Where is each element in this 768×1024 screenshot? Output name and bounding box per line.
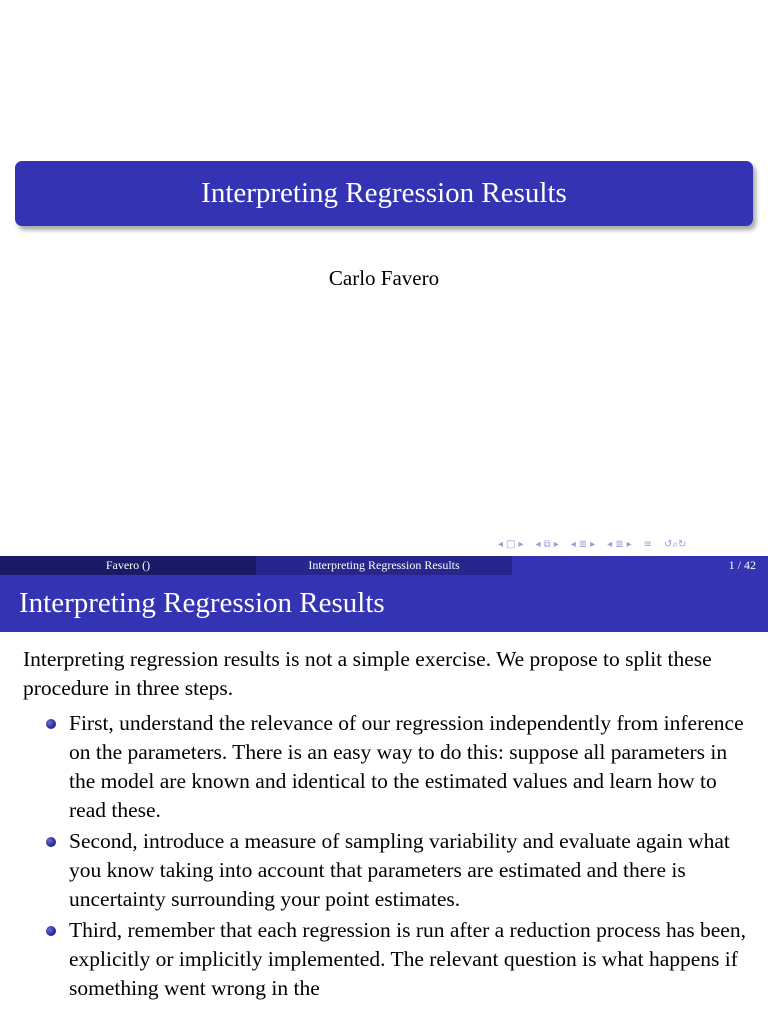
footer-bar: [0, 556, 768, 575]
bullet-list: [23, 709, 758, 1003]
align-icon[interactable]: ≡: [643, 538, 653, 550]
section-icon[interactable]: ≣: [615, 538, 624, 550]
intro-paragraph: Interpreting regression results is not a simple exercise. We propose to split these procedure in three steps.: [23, 647, 712, 700]
title-box: [15, 161, 753, 226]
next-arrow-icon[interactable]: ▸: [518, 538, 524, 550]
bullet-icon: [46, 837, 56, 847]
prev-arrow-icon[interactable]: ◂: [535, 538, 541, 550]
bullet-text: Second, introduce a measure of sampling variability and evaluate again what you know taking into account that parameters are estimated and there is uncertainty surrounding your point estimates.: [69, 829, 730, 911]
author-name: Carlo Favero: [328, 266, 440, 290]
subsection-box-icon[interactable]: ⧉: [543, 538, 551, 550]
next-arrow-icon[interactable]: ▸: [553, 538, 559, 550]
prev-arrow-icon[interactable]: ◂: [570, 538, 576, 550]
section-icon[interactable]: ≣: [578, 538, 588, 550]
list-item: [23, 916, 758, 1003]
slide-body: [23, 645, 758, 1005]
frame-title-bar: [0, 575, 768, 632]
navigation-controls: [498, 536, 766, 552]
bullet-icon: [46, 926, 56, 936]
footer-author: Favero (): [0, 556, 256, 575]
next-arrow-icon[interactable]: ▸: [590, 538, 596, 550]
slide-title: Interpreting Regression Results: [201, 177, 567, 209]
list-item: [23, 827, 758, 914]
frame-title: Interpreting Regression Results: [19, 587, 385, 619]
footer-page-number: 1 / 42: [512, 556, 768, 575]
footer-title: Interpreting Regression Results: [256, 556, 512, 575]
bullet-text: Third, remember that each regression is run after a reduction process has been, explicitly or implicitly implemented. The relevant question is what happens if something went wrong in the: [69, 918, 746, 1000]
next-arrow-icon[interactable]: ▸: [626, 538, 632, 550]
loop-search-icon[interactable]: ↺⌕↻: [664, 538, 687, 550]
prev-arrow-icon[interactable]: ◂: [498, 538, 504, 550]
frame-box-icon[interactable]: □: [506, 538, 516, 550]
prev-arrow-icon[interactable]: ◂: [607, 538, 613, 550]
list-item: [23, 709, 758, 825]
bullet-icon: [46, 719, 56, 729]
bullet-text: First, understand the relevance of our regression independently from inference on the parameters. There is an easy way to do this: suppose all parameters in the model are known and identical to the estimated values and learn how to read these.: [69, 711, 744, 822]
